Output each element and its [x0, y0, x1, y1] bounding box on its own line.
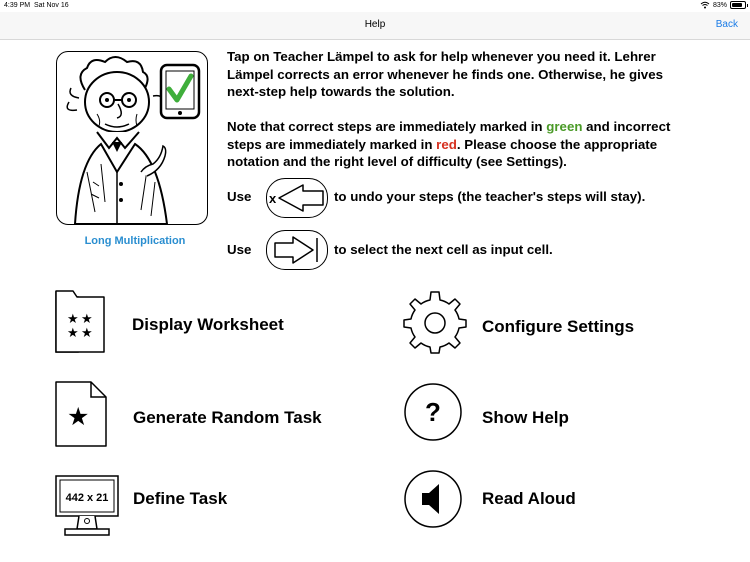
- page-title: Help: [364, 19, 386, 30]
- display-worksheet-button[interactable]: Display Worksheet: [132, 315, 284, 334]
- next-cell-button[interactable]: [266, 230, 328, 270]
- note-text-d: . Please choose the appropriate: [456, 136, 658, 152]
- undo-arrow-icon: [267, 179, 327, 217]
- color-note-line-1: [227, 118, 727, 136]
- task-type-label: Long Multiplication: [84, 235, 186, 247]
- random-task-icon[interactable]: [55, 381, 107, 447]
- display-worksheet-icon[interactable]: [55, 290, 105, 353]
- intro-line-1: Tap on Teacher Lämpel to ask for help whenever you need it. Lehrer: [227, 49, 656, 64]
- intro-paragraph: [227, 48, 727, 101]
- svg-text:★: ★: [67, 312, 79, 327]
- next-cell-description: to select the next cell as input cell.: [334, 242, 553, 257]
- undo-button[interactable]: [266, 178, 328, 218]
- use-label-undo: Use: [227, 189, 252, 204]
- configure-settings-button[interactable]: Configure Settings: [482, 317, 635, 336]
- green-word: green: [546, 119, 583, 134]
- next-arrow-icon: [267, 231, 327, 269]
- undo-description: to undo your steps (the teacher's steps will stay).: [334, 189, 646, 204]
- define-task-button[interactable]: Define Task: [133, 489, 228, 508]
- show-help-button[interactable]: Show Help: [482, 408, 569, 427]
- gear-icon[interactable]: [403, 290, 467, 354]
- svg-text:★: ★: [67, 402, 90, 431]
- navigation-bar: [0, 12, 750, 40]
- help-symbol: ?: [425, 397, 441, 427]
- help-icon[interactable]: [403, 382, 463, 442]
- monitor-task-text: 442 x 21: [65, 492, 109, 504]
- generate-random-task-button[interactable]: Generate Random Task: [133, 408, 322, 427]
- battery-percent: 83%: [712, 1, 727, 9]
- svg-text:★: ★: [67, 326, 79, 341]
- speaker-icon[interactable]: [403, 469, 463, 529]
- note-text-c: steps are immediately marked in: [227, 136, 437, 152]
- read-aloud-button[interactable]: Read Aloud: [482, 489, 576, 508]
- intro-line-2: Lämpel corrects an error whenever he finds one. Otherwise, he gives: [227, 66, 663, 82]
- color-note-line-2: [227, 136, 727, 154]
- battery-icon: [730, 1, 746, 9]
- intro-line-3: next-step help towards the solution.: [227, 84, 455, 100]
- note-text-a: Note that correct steps are immediately marked in: [227, 119, 547, 134]
- note-text-b: and incorrect: [582, 119, 671, 134]
- undo-x-label: x: [269, 191, 277, 206]
- status-time: 4:39 PM: [4, 2, 31, 9]
- color-note-paragraph: [227, 118, 727, 171]
- use-label-next: Use: [227, 242, 252, 257]
- teacher-lampel-portrait: [57, 52, 207, 224]
- monitor-icon[interactable]: [55, 475, 119, 539]
- status-date: Sat Nov 16: [34, 2, 69, 9]
- wifi-icon: [700, 1, 710, 9]
- back-button[interactable]: Back: [715, 19, 738, 30]
- svg-text:★: ★: [81, 326, 93, 341]
- status-right: [700, 1, 746, 9]
- svg-text:★: ★: [81, 312, 93, 327]
- status-bar: [0, 0, 750, 12]
- red-word: red: [436, 136, 457, 152]
- color-note-line-3: notation and the right level of difficulty (see Settings).: [227, 154, 567, 170]
- teacher-lampel-button[interactable]: [56, 51, 208, 225]
